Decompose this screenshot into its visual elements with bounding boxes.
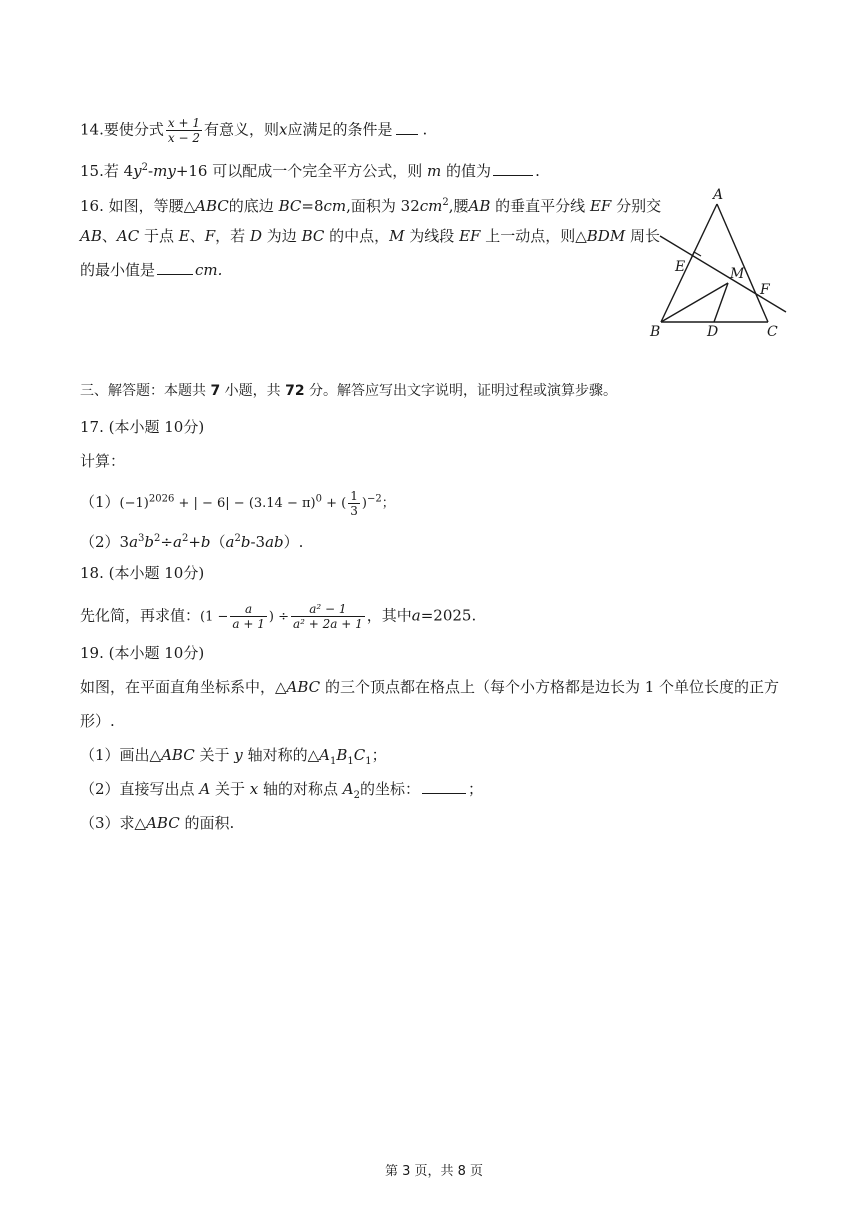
question-14 — [80, 116, 427, 145]
question-19-line-2: 形）. — [80, 712, 115, 730]
math-term: AB — [80, 227, 102, 245]
math-variable: A — [319, 746, 330, 764]
question-text: 的三个顶点都在格点上（每个小方格都是边长为 1 个单位长度的正方 — [324, 678, 780, 696]
question-text: 、 — [101, 227, 117, 245]
answer-blank[interactable] — [493, 161, 533, 176]
math-term: EF — [459, 227, 481, 245]
fraction-denominator: a + 1 — [232, 617, 265, 631]
fraction-denominator: x − 2 — [167, 131, 200, 145]
math-term: ABC — [286, 678, 321, 696]
unit: cm. — [195, 261, 223, 279]
unit: cm — [323, 197, 347, 215]
question-number: 14. — [80, 120, 104, 139]
subscript: 2 — [353, 790, 361, 801]
question-text: 要使分式 — [103, 120, 164, 139]
math-variable: b — [200, 533, 211, 551]
math-term: E — [178, 227, 190, 245]
question-17-intro: 计算： — [80, 452, 126, 470]
math-variable: B — [336, 746, 348, 764]
exponent: 2026 — [148, 493, 175, 505]
punctuation: . — [535, 162, 540, 180]
exponent: 3 — [138, 533, 145, 544]
math-term: AB — [468, 197, 491, 215]
question-text: ，其中 — [366, 606, 412, 625]
punctuation: . — [422, 120, 428, 139]
fraction — [166, 116, 202, 145]
question-text: +16 可以配成一个完全平方公式，则 — [175, 162, 423, 180]
math-term: AC — [116, 227, 140, 245]
math-term: -3 — [250, 533, 266, 551]
subscript: 1 — [329, 756, 337, 767]
math-operator: - — [148, 162, 154, 180]
question-15 — [80, 158, 540, 181]
math-term: ABC — [146, 814, 180, 832]
exponent: 2 — [442, 197, 449, 208]
question-text: 周长 — [629, 227, 660, 245]
math-term: F — [204, 227, 216, 245]
math-variable: A — [342, 780, 354, 798]
exponent: 2 — [234, 533, 241, 544]
question-text: 16. 如图，等腰△ — [80, 197, 196, 215]
math-variable: y — [234, 746, 243, 764]
fraction-denominator: a² + 2a + 1 — [292, 617, 363, 631]
question-text: ,腰 — [448, 197, 469, 215]
fraction-numerator: a² − 1 — [291, 602, 365, 617]
answer-blank[interactable] — [396, 120, 418, 135]
question-text: 轴对称的△ — [247, 746, 320, 764]
question-text: 的坐标： — [360, 780, 421, 798]
question-16-line-1 — [80, 193, 661, 216]
question-text: 如图，在平面直角坐标系中，△ — [80, 678, 287, 696]
math-variable: A — [199, 780, 211, 798]
math-value: =2025. — [420, 606, 477, 625]
heading-text: 分。解答应写出文字说明，证明过程或演算步骤。 — [309, 383, 618, 399]
fraction-denominator: 3 — [350, 504, 358, 518]
heading-number: 7 — [210, 383, 221, 399]
math-variable: a — [411, 606, 421, 625]
question-text: 分别交 — [616, 197, 662, 215]
math-expression: + ( — [321, 496, 347, 511]
punctuation: ； — [371, 746, 387, 764]
punctuation: ； — [468, 780, 484, 798]
question-text: ,面积为 32 — [346, 197, 420, 215]
exponent: −2 — [366, 493, 382, 505]
label-f: F — [760, 282, 770, 298]
math-expression: ) ÷ — [268, 609, 289, 625]
part-label: （1） — [80, 493, 120, 511]
math-expression: + | − 6| − (3.14 − π) — [174, 496, 316, 511]
math-variable: ab — [265, 533, 284, 551]
math-variable: m — [427, 162, 442, 180]
question-text: 的中点， — [329, 227, 390, 245]
label-d: D — [707, 324, 719, 340]
math-term: BC — [278, 197, 302, 215]
question-text: 的值为 — [446, 162, 492, 180]
question-text: （3）求△ — [80, 814, 147, 832]
question-19-part-2 — [80, 779, 483, 806]
fraction-numerator: a — [230, 602, 266, 617]
question-text: 的底边 — [228, 197, 274, 215]
page-footer: 第 3 页，共 8 页 — [384, 1164, 484, 1179]
label-e: E — [675, 259, 686, 275]
math-variable: y — [133, 162, 142, 180]
question-text: 、 — [189, 227, 205, 245]
question-16-line-2 — [80, 226, 660, 246]
question-text: 有意义，则 — [203, 120, 279, 139]
section-heading — [80, 381, 617, 401]
question-text: 的最小值是 — [80, 261, 156, 279]
math-variable: b — [240, 533, 251, 551]
question-19-part-3 — [80, 813, 234, 833]
question-19-line-1 — [80, 677, 779, 697]
question-text: （2）直接写出点 — [80, 780, 195, 798]
math-term: BDM — [586, 227, 626, 245]
question-17-part-2 — [80, 529, 303, 552]
question-text: （1）画出△ — [80, 746, 162, 764]
question-text: 为边 — [266, 227, 297, 245]
math-operator: ÷ — [160, 533, 173, 551]
question-text: 若 4 — [103, 162, 134, 180]
exponent: 0 — [315, 493, 322, 505]
math-variable: a — [225, 533, 235, 551]
label-c: C — [767, 324, 778, 340]
math-term: BC — [301, 227, 325, 245]
math-expression: (1 − — [200, 609, 229, 625]
math-value: =8 — [301, 197, 324, 215]
fraction — [291, 602, 365, 631]
fraction — [230, 602, 266, 631]
label-m: M — [730, 266, 745, 282]
exponent: 2 — [141, 162, 149, 173]
fraction — [348, 489, 360, 518]
triangle-figure — [640, 186, 800, 346]
punctuation: ）. — [283, 533, 304, 551]
math-variable: x — [249, 780, 259, 798]
math-variable: x — [278, 120, 288, 139]
fraction-numerator: x + 1 — [167, 116, 200, 130]
subscript: 1 — [365, 756, 372, 767]
question-text: 的垂直平分线 — [495, 197, 586, 215]
part-label: （2） — [80, 533, 120, 551]
question-text: 于点 — [143, 227, 174, 245]
segment-bm — [661, 283, 728, 322]
subscript: 1 — [347, 756, 354, 767]
unit: cm — [419, 197, 443, 215]
question-text: ，若 — [215, 227, 246, 245]
question-16-line-3 — [80, 260, 222, 280]
math-variable: C — [353, 746, 366, 764]
question-19-title: 19. (本小题 10分) — [80, 644, 205, 662]
punctuation: ； — [381, 496, 395, 511]
question-text: 的面积. — [184, 814, 235, 832]
question-text: 轴的对称点 — [263, 780, 339, 798]
heading-number: 72 — [285, 383, 305, 399]
question-text: 关于 — [199, 746, 230, 764]
heading-text: 小题，共 — [224, 383, 281, 399]
answer-blank[interactable] — [422, 779, 466, 794]
math-variable: a — [129, 533, 139, 551]
segment-ac — [717, 204, 768, 322]
label-b: B — [650, 324, 661, 340]
question-text: 应满足的条件是 — [287, 120, 393, 139]
question-18-body — [80, 602, 476, 631]
question-text: 关于 — [214, 780, 245, 798]
math-expression: ) — [361, 496, 367, 511]
heading-text: 三、解答题：本题共 — [80, 383, 206, 399]
question-text: 先化简，再求值： — [80, 606, 201, 625]
question-19-part-1 — [80, 745, 387, 772]
math-term: my — [153, 162, 176, 180]
math-operator: （ — [210, 533, 226, 551]
segment-dm — [714, 283, 728, 322]
math-term: D — [249, 227, 262, 245]
question-17-title: 17. (本小题 10分) — [80, 418, 205, 436]
answer-blank[interactable] — [157, 260, 193, 275]
math-expression: (−1) — [119, 496, 149, 511]
math-term: 3 — [119, 533, 130, 551]
math-variable: a — [172, 533, 182, 551]
math-operator: + — [188, 533, 201, 551]
math-term: ABC — [195, 197, 229, 215]
math-term: M — [389, 227, 405, 245]
segment-ab — [661, 204, 717, 322]
fraction-numerator: 1 — [350, 489, 358, 503]
question-18-title: 18. (本小题 10分) — [80, 564, 205, 582]
exponent: 2 — [154, 533, 161, 544]
question-text: 为线段 — [409, 227, 455, 245]
label-a: A — [713, 187, 724, 203]
math-term: EF — [589, 197, 612, 215]
exponent: 2 — [181, 533, 189, 544]
question-number: 15. — [80, 162, 104, 180]
math-term: ABC — [161, 746, 195, 764]
question-17-part-1 — [80, 489, 395, 518]
math-variable: b — [144, 533, 155, 551]
question-text: 上一动点，则△ — [485, 227, 587, 245]
